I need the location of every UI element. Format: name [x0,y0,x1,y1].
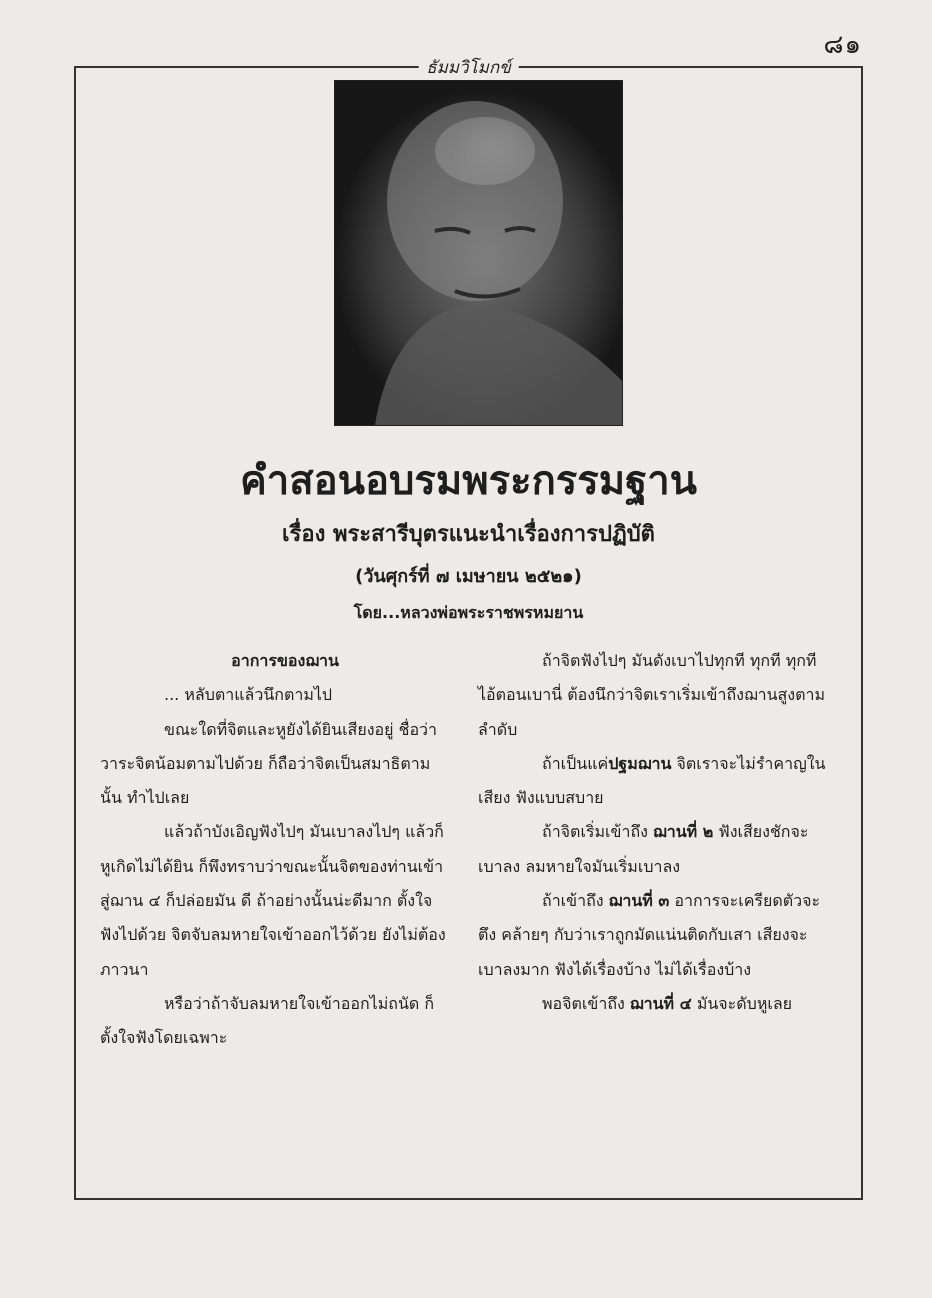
paragraph: ถ้าจิตฟังไปๆ มันดังเบาไปทุกที ทุกที ทุกที ไอ้ตอนเบานี่ ต้องนึกว่าจิตเราเริ่มเข้าถึงฌานสูงตามลำดับ [478,651,826,739]
text-span: มันจะดับหูเลย [691,993,793,1013]
text-span: จิตเราจะไม่รำคาญในเสียง ฟังแบบสบาย [478,753,826,808]
paragraph [478,747,828,816]
date-line: (วันศุกร์ที่ ๗ เมษายน ๒๕๒๑) [355,566,582,587]
page-number: ๘๑ [823,30,862,60]
text-span: พอจิตเข้าถึง [542,993,630,1013]
text-span: ถ้าจิตเริ่มเข้าถึง [542,822,654,842]
left-column [100,644,450,1056]
bold-term: ฌานที่ ๓ [608,891,670,911]
paragraph: หรือว่าถ้าจับลมหายใจเข้าออกไม่ถนัด ก็ตั้งใจฟังโดยเฉพาะ [100,993,435,1048]
paragraph: ... หลับตาแล้วนึกตามไป [164,685,333,705]
running-header-title: ธัมมวิโมกข์ [418,54,519,81]
author-line: โดย...หลวงพ่อพระราชพรหมยาน [353,603,584,622]
text-span: อาการจะเครียดตัวจะตึง คล้ายๆ กับว่าเราถูกมัดแน่นติดกับเสา เสียงจะเบาลงมาก ฟังได้เรื่องบ้าง ไม่ได้เรื่องบ้าง [478,891,821,979]
right-column [478,644,828,1021]
paragraph [478,815,828,884]
bold-term: ฌานที่ ๒ [653,822,714,842]
paragraph [478,987,828,1021]
bold-term: ฌานที่ ๔ [629,993,692,1013]
paragraph: แล้วถ้าบังเอิญฟังไปๆ มันเบาลงไปๆ แล้วก็หูเกิดไม่ได้ยิน ก็พึงทราบว่าขณะนั้นจิตของท่านเข้าสู่ฌาน ๔ ก็ปล่อยมัน ดี ถ้าอย่างนั้นน่ะดีมาก ตั้งใจฟังไปด้วย จิตจับลมหายใจเข้าออกไว้ด้วย ยังไม่ต้องภาวนา [100,822,446,979]
monk-portrait-photo [334,80,623,426]
text-span: ถ้าเป็นแค่ [542,753,609,773]
paragraph [478,884,828,987]
section-heading: อาการของฌาน [231,651,339,670]
paragraph: ขณะใดที่จิตและหูยังได้ยินเสียงอยู่ ชื่อว่าวาระจิตน้อมตามไปด้วย ก็ถือว่าจิตเป็นสมาธิตามนั้น ทำไปเลย [100,719,438,808]
portrait-silhouette-icon [335,81,622,425]
text-span: ถ้าเข้าถึง [542,891,609,911]
text-span: ฟังเสียงชักจะเบาลง ลมหายใจมันเริ่มเบาลง [478,822,809,876]
bold-term: ปฐมฌาน [608,753,672,773]
article-frame [74,58,863,1200]
subtitle: เรื่อง พระสารีบุตรแนะนำเรื่องการปฏิบัติ [282,522,655,547]
main-title: คำสอนอบรมพระกรรมฐาน [239,458,698,504]
